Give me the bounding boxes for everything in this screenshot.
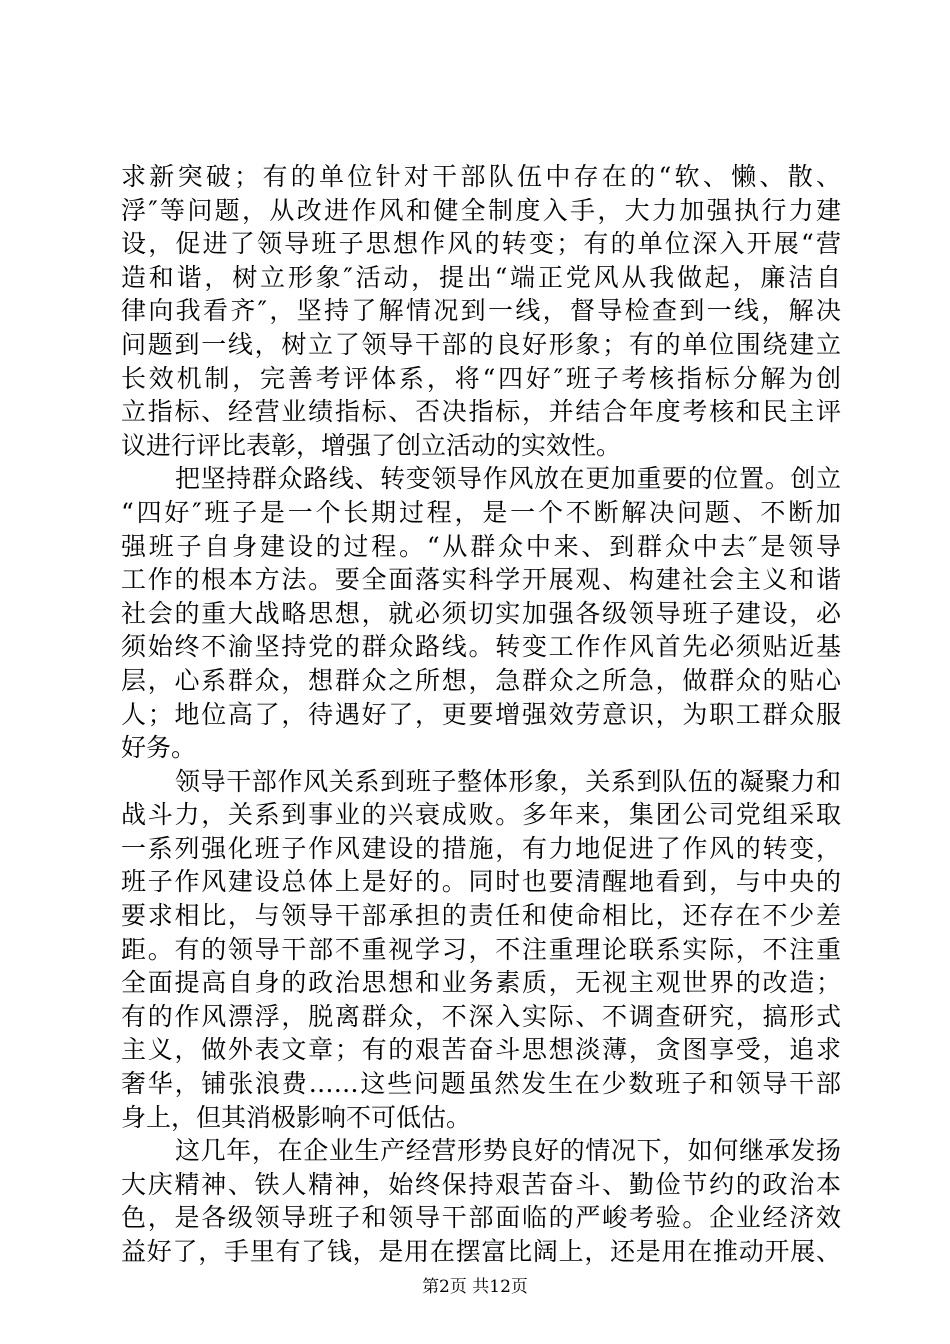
document-body bbox=[121, 160, 841, 1269]
text-line: 全面提高自身的政治思想和业务素质，无视主观世界的改造； bbox=[121, 968, 841, 998]
text-line: 好务。 bbox=[121, 733, 197, 763]
text-line: 战斗力，关系到事业的兴衰成败。多年来，集团公司党组采取 bbox=[121, 800, 841, 830]
text-line: “四好″班子是一个长期过程，是一个不断解决问题、不断加 bbox=[121, 497, 841, 527]
paragraph-start-line: 领导干部作风关系到班子整体形象，关系到队伍的凝聚力和 bbox=[175, 766, 841, 796]
text-line: 色，是各级领导班子和领导干部面临的严峻考验。企业经济效 bbox=[121, 1203, 841, 1233]
text-line: 立指标、经营业绩指标、否决指标，并结合年度考核和民主评 bbox=[121, 397, 841, 427]
text-line: 律向我看齐″，坚持了解情况到一线，督导检查到一线，解决 bbox=[121, 296, 841, 326]
text-line: 设，促进了领导班子思想作风的转变；有的单位深入开展“营 bbox=[121, 229, 841, 259]
text-line: 浮″等问题，从改进作风和健全制度入手，大力加强执行力建 bbox=[121, 195, 841, 225]
text-line: 益好了，手里有了钱，是用在摆富比阔上，还是用在推动开展、 bbox=[121, 1237, 841, 1266]
text-line: 要求相比，与领导干部承担的责任和使命相比，还存在不少差 bbox=[121, 901, 841, 931]
text-line: 大庆精神、铁人精神，始终保持艰苦奋斗、勤俭节约的政治本 bbox=[121, 1169, 841, 1199]
text-line: 有的作风漂浮，脱离群众，不深入实际、不调查研究，搞形式 bbox=[121, 1001, 841, 1031]
text-line: 层，心系群众，想群众之所想，急群众之所急，做群众的贴心 bbox=[121, 665, 841, 695]
text-line: 须始终不渝坚持党的群众路线。转变工作作风首先必须贴近基 bbox=[121, 632, 841, 662]
text-line: 强班子自身建设的过程。“从群众中来、到群众中去″是领导 bbox=[121, 531, 841, 561]
text-line: 社会的重大战略思想，就必须切实加强各级领导班子建设，必 bbox=[121, 598, 841, 628]
text-line: 议进行评比表彰，增强了创立活动的实效性。 bbox=[121, 430, 622, 460]
text-line: 班子作风建设总体上是好的。同时也要清醒地看到，与中央的 bbox=[121, 867, 841, 897]
text-line: 人；地位高了，待遇好了，更要增强效劳意识，为职工群众服 bbox=[121, 699, 841, 729]
text-line: 问题到一线，树立了领导干部的良好形象；有的单位围绕建立 bbox=[121, 329, 841, 359]
text-line: 求新突破；有的单位针对干部队伍中存在的“软、懒、散、 bbox=[121, 162, 841, 191]
text-line: 主义，做外表文章；有的艰苦奋斗思想淡薄，贪图享受，追求 bbox=[121, 1035, 841, 1065]
text-line: 造和谐，树立形象″活动，提出“端正党风从我做起，廉洁自 bbox=[121, 262, 841, 292]
page-number-footer: 第2页 共12页 bbox=[422, 1277, 528, 1297]
paragraph-start-line: 这几年，在企业生产经营形势良好的情况下，如何继承发扬 bbox=[175, 1136, 841, 1166]
text-line: 距。有的领导干部不重视学习，不注重理论联系实际，不注重 bbox=[121, 934, 841, 964]
text-line: 工作的根本方法。要全面落实科学开展观、构建社会主义和谐 bbox=[121, 565, 841, 595]
paragraph-start-line: 把坚持群众路线、转变领导作风放在更加重要的位置。创立 bbox=[175, 464, 841, 494]
text-line: 长效机制，完善考评体系，将“四好″班子考核指标分解为创 bbox=[121, 363, 841, 393]
text-line: 奢华，铺张浪费……这些问题虽然发生在少数班子和领导干部 bbox=[121, 1069, 841, 1099]
text-line: 身上，但其消极影响不可低估。 bbox=[121, 1102, 472, 1132]
text-line: 一系列强化班子作风建设的措施，有力地促进了作风的转变， bbox=[121, 833, 841, 863]
